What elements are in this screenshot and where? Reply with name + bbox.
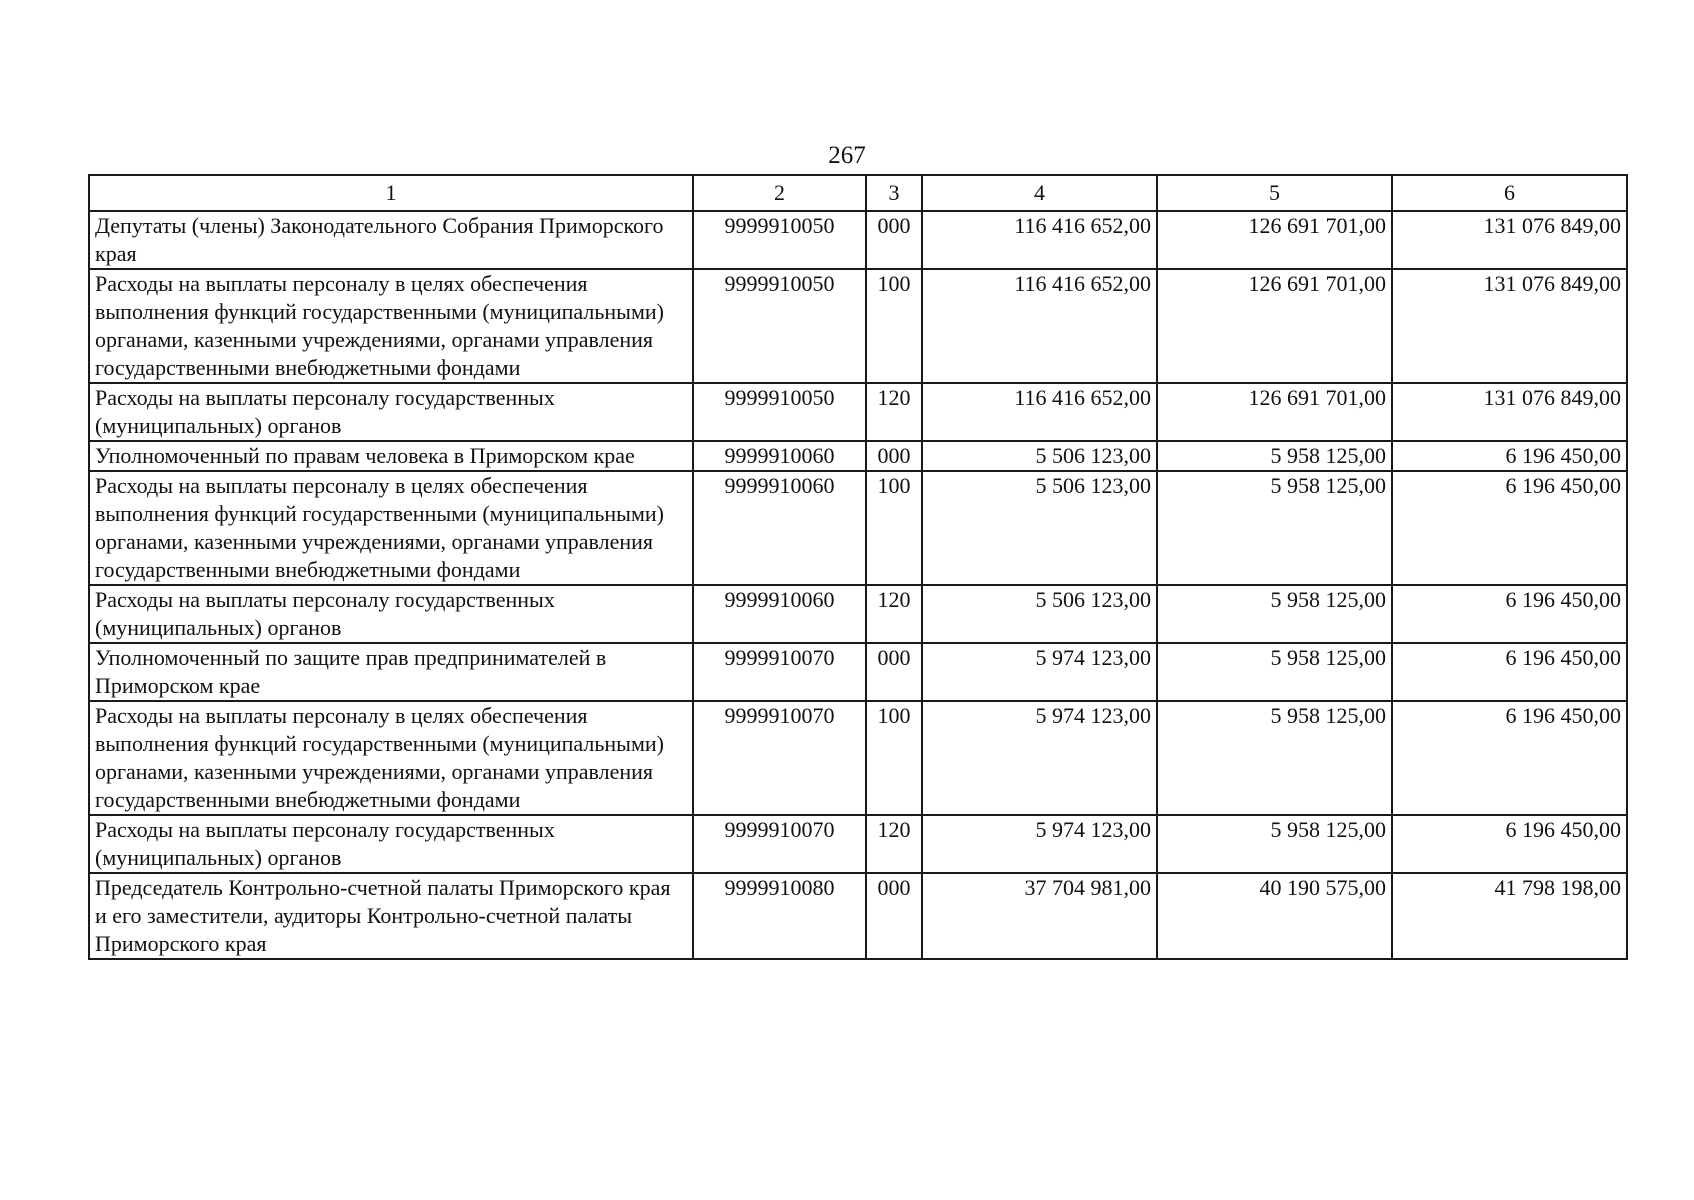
header-row bbox=[89, 175, 1627, 211]
expense-name-cell: Уполномоченный по защите прав предпринимателей в Приморском крае bbox=[89, 643, 693, 701]
amount-col5-cell: 40 190 575,00 bbox=[1157, 873, 1392, 959]
target-code-cell: 9999910050 bbox=[693, 383, 866, 441]
expense-name-cell: Расходы на выплаты персоналу государственных (муниципальных) органов bbox=[89, 383, 693, 441]
table-row bbox=[89, 441, 1627, 471]
amount-col5-cell: 126 691 701,00 bbox=[1157, 383, 1392, 441]
table-row bbox=[89, 643, 1627, 701]
expense-name-cell: Расходы на выплаты персоналу в целях обеспечения выполнения функций государственными (муниципальными) органами, казенными учреждениями, органами управления государственными внебюджетными фондами bbox=[89, 269, 693, 383]
target-code-cell: 9999910060 bbox=[693, 441, 866, 471]
table-row bbox=[89, 471, 1627, 585]
amount-col6-cell: 131 076 849,00 bbox=[1392, 383, 1627, 441]
table-row bbox=[89, 873, 1627, 959]
expense-name-cell: Расходы на выплаты персоналу в целях обеспечения выполнения функций государственными (муниципальными) органами, казенными учреждениями, органами управления государственными внебюджетными фондами bbox=[89, 701, 693, 815]
amount-col5-cell: 5 958 125,00 bbox=[1157, 701, 1392, 815]
target-code-cell: 9999910070 bbox=[693, 643, 866, 701]
expense-type-cell: 120 bbox=[866, 383, 922, 441]
amount-col5-cell: 5 958 125,00 bbox=[1157, 643, 1392, 701]
expense-name-cell: Расходы на выплаты персоналу государственных (муниципальных) органов bbox=[89, 815, 693, 873]
target-code-cell: 9999910050 bbox=[693, 269, 866, 383]
amount-col6-cell: 131 076 849,00 bbox=[1392, 211, 1627, 269]
amount-col5-cell: 5 958 125,00 bbox=[1157, 815, 1392, 873]
target-code-cell: 9999910060 bbox=[693, 471, 866, 585]
expense-type-cell: 120 bbox=[866, 815, 922, 873]
amount-col5-cell: 126 691 701,00 bbox=[1157, 211, 1392, 269]
expense-name-cell: Уполномоченный по правам человека в Приморском крае bbox=[89, 441, 693, 471]
amount-col6-cell: 6 196 450,00 bbox=[1392, 441, 1627, 471]
expense-type-cell: 100 bbox=[866, 471, 922, 585]
amount-col6-cell: 6 196 450,00 bbox=[1392, 815, 1627, 873]
column-header: 3 bbox=[866, 175, 922, 211]
amount-col4-cell: 5 974 123,00 bbox=[922, 815, 1157, 873]
amount-col4-cell: 5 974 123,00 bbox=[922, 701, 1157, 815]
amount-col5-cell: 5 958 125,00 bbox=[1157, 585, 1392, 643]
amount-col6-cell: 6 196 450,00 bbox=[1392, 643, 1627, 701]
page-number: 267 bbox=[828, 142, 866, 169]
table-row bbox=[89, 383, 1627, 441]
amount-col6-cell: 6 196 450,00 bbox=[1392, 585, 1627, 643]
amount-col4-cell: 5 506 123,00 bbox=[922, 441, 1157, 471]
amount-col6-cell: 6 196 450,00 bbox=[1392, 701, 1627, 815]
table-row bbox=[89, 211, 1627, 269]
amount-col5-cell: 5 958 125,00 bbox=[1157, 441, 1392, 471]
amount-col4-cell: 5 506 123,00 bbox=[922, 471, 1157, 585]
expense-name-cell: Председатель Контрольно-счетной палаты Приморского края и его заместители, аудиторы Контрольно-счетной палаты Приморского края bbox=[89, 873, 693, 959]
amount-col5-cell: 126 691 701,00 bbox=[1157, 269, 1392, 383]
amount-col6-cell: 41 798 198,00 bbox=[1392, 873, 1627, 959]
amount-col6-cell: 6 196 450,00 bbox=[1392, 471, 1627, 585]
amount-col4-cell: 37 704 981,00 bbox=[922, 873, 1157, 959]
amount-col4-cell: 116 416 652,00 bbox=[922, 383, 1157, 441]
expense-name-cell: Депутаты (члены) Законодательного Собрания Приморского края bbox=[89, 211, 693, 269]
table-row bbox=[89, 815, 1627, 873]
column-header: 2 bbox=[693, 175, 866, 211]
table-row bbox=[89, 269, 1627, 383]
column-header: 1 bbox=[89, 175, 693, 211]
amount-col4-cell: 116 416 652,00 bbox=[922, 211, 1157, 269]
expense-type-cell: 000 bbox=[866, 211, 922, 269]
expense-type-cell: 000 bbox=[866, 643, 922, 701]
table-row bbox=[89, 585, 1627, 643]
target-code-cell: 9999910080 bbox=[693, 873, 866, 959]
expense-name-cell: Расходы на выплаты персоналу государственных (муниципальных) органов bbox=[89, 585, 693, 643]
expense-type-cell: 000 bbox=[866, 441, 922, 471]
column-header: 5 bbox=[1157, 175, 1392, 211]
column-header: 4 bbox=[922, 175, 1157, 211]
amount-col5-cell: 5 958 125,00 bbox=[1157, 471, 1392, 585]
table-row bbox=[89, 701, 1627, 815]
expense-name-cell: Расходы на выплаты персоналу в целях обеспечения выполнения функций государственными (муниципальными) органами, казенными учреждениями, органами управления государственными внебюджетными фондами bbox=[89, 471, 693, 585]
target-code-cell: 9999910070 bbox=[693, 815, 866, 873]
target-code-cell: 9999910060 bbox=[693, 585, 866, 643]
target-code-cell: 9999910050 bbox=[693, 211, 866, 269]
budget-table bbox=[88, 174, 1628, 960]
amount-col4-cell: 5 974 123,00 bbox=[922, 643, 1157, 701]
expense-type-cell: 120 bbox=[866, 585, 922, 643]
amount-col4-cell: 116 416 652,00 bbox=[922, 269, 1157, 383]
amount-col4-cell: 5 506 123,00 bbox=[922, 585, 1157, 643]
expense-type-cell: 100 bbox=[866, 269, 922, 383]
column-header: 6 bbox=[1392, 175, 1627, 211]
target-code-cell: 9999910070 bbox=[693, 701, 866, 815]
expense-type-cell: 000 bbox=[866, 873, 922, 959]
amount-col6-cell: 131 076 849,00 bbox=[1392, 269, 1627, 383]
expense-type-cell: 100 bbox=[866, 701, 922, 815]
